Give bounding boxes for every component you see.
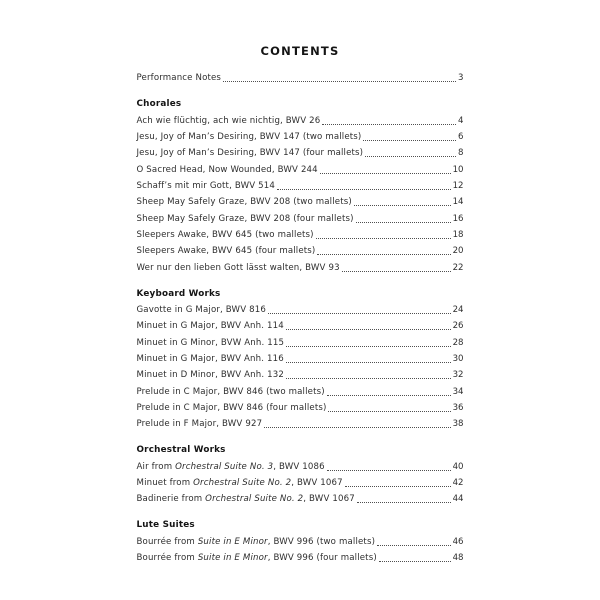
toc-entry-title-segment: , BWV 1086 xyxy=(273,461,325,472)
dot-leader xyxy=(322,124,456,125)
toc-entry xyxy=(137,491,464,507)
toc-entry-title xyxy=(137,321,284,331)
toc-entry-page-number: 32 xyxy=(452,370,464,381)
toc-entry-title-italic-segment: Suite in E Minor xyxy=(197,537,268,548)
toc-entry-title xyxy=(137,165,318,175)
toc-entry-title xyxy=(137,214,354,224)
contents-page xyxy=(0,44,600,600)
toc-entry xyxy=(137,178,464,194)
dot-leader xyxy=(328,411,450,412)
toc-entry-page-number: 38 xyxy=(452,419,464,430)
toc-entry-page-number: 48 xyxy=(452,553,464,564)
toc-entry-title xyxy=(137,354,284,364)
toc-entry xyxy=(137,259,464,275)
dot-leader xyxy=(286,362,451,363)
toc-entry-title-segment: , BWV 996 (four mallets) xyxy=(267,553,377,564)
dot-leader xyxy=(342,271,451,272)
toc-entry-title xyxy=(137,338,285,348)
dot-leader xyxy=(327,395,451,396)
toc-entry xyxy=(137,334,464,350)
toc-entry-title-segment: Jesu, Joy of Man’s Desiring, BWV 147 (four mallets) xyxy=(136,148,364,159)
toc-entry-page-number: 30 xyxy=(452,354,464,365)
toc-entry-title-segment: Prelude in C Major, BWV 846 (four mallets) xyxy=(136,402,327,413)
toc-entry xyxy=(137,227,464,243)
toc-entry xyxy=(137,145,464,161)
dot-leader xyxy=(286,378,451,379)
toc-entry-title-segment: , BWV 1067 xyxy=(291,478,343,489)
toc-entry-title xyxy=(137,478,343,488)
toc-entry xyxy=(137,70,464,86)
toc-entry-title xyxy=(137,419,263,429)
toc-entry-page-number: 4 xyxy=(458,115,464,126)
dot-leader xyxy=(363,140,456,141)
toc-entry-title xyxy=(137,462,325,472)
toc-body xyxy=(137,44,464,566)
toc-entry-page-number: 18 xyxy=(452,229,464,240)
toc-entry-title-italic-segment: Orchestral Suite No. 2 xyxy=(205,494,304,505)
toc-entry xyxy=(137,302,464,318)
toc-entry-page-number: 28 xyxy=(452,337,464,348)
toc-entry-title-segment: Performance Notes xyxy=(136,73,222,84)
toc-entry-title-segment: Prelude in C Major, BWV 846 (two mallets) xyxy=(136,386,325,397)
toc-entry-title xyxy=(137,230,314,240)
toc-entry-title-segment: Minuet from xyxy=(136,478,194,489)
toc-entry xyxy=(137,367,464,383)
toc-entry-title-segment: Sleepers Awake, BWV 645 (two mallets) xyxy=(136,229,314,240)
toc-entry-title xyxy=(137,387,325,397)
toc-entry-title xyxy=(137,132,362,142)
toc-entry-title-italic-segment: Orchestral Suite No. 2 xyxy=(193,478,292,489)
toc-entry-page-number: 36 xyxy=(452,402,464,413)
toc-entry xyxy=(137,383,464,399)
toc-entry-title xyxy=(137,305,266,315)
section-heading-keyboard-works: Keyboard Works xyxy=(136,288,221,299)
toc-entry-title-italic-segment: Orchestral Suite No. 3 xyxy=(175,461,274,472)
toc-entry-title-segment: , BWV 1067 xyxy=(303,494,355,505)
dot-leader xyxy=(379,561,451,562)
dot-leader xyxy=(286,329,451,330)
toc-entry-page-number: 42 xyxy=(452,478,464,489)
toc-entry xyxy=(137,534,464,550)
toc-entry-title-segment: Sleepers Awake, BWV 645 (four mallets) xyxy=(136,246,316,257)
toc-entry-title xyxy=(137,246,316,256)
page-title: CONTENTS xyxy=(260,44,340,58)
dot-leader xyxy=(286,346,450,347)
toc-entry-title xyxy=(137,181,276,191)
toc-entry-title-segment: Schaff’s mit mir Gott, BWV 514 xyxy=(136,181,275,192)
dot-leader xyxy=(317,254,450,255)
dot-leader xyxy=(316,238,451,239)
toc-entry-page-number: 10 xyxy=(452,164,464,175)
toc-entry xyxy=(137,194,464,210)
toc-entry xyxy=(137,318,464,334)
toc-entry-title-segment: Sheep May Safely Graze, BWV 208 (four mallets) xyxy=(136,213,354,224)
toc-entry-page-number: 46 xyxy=(452,537,464,548)
toc-entry-title xyxy=(137,403,327,413)
section-heading-chorales: Chorales xyxy=(136,99,182,110)
toc-entry-page-number: 8 xyxy=(458,148,464,159)
toc-entry-page-number: 3 xyxy=(458,73,464,84)
toc-entry-page-number: 14 xyxy=(452,197,464,208)
toc-entry xyxy=(137,475,464,491)
toc-entry-title-segment: Ach wie flüchtig, ach wie nichtig, BWV 26 xyxy=(136,115,321,126)
toc-sections xyxy=(137,96,464,566)
toc-entry-title-segment: Bourrée from xyxy=(136,553,198,564)
toc-entry-title-italic-segment: Suite in E Minor xyxy=(197,553,268,564)
toc-entry-title-segment: Minuet in D Minor, BWV Anh. 132 xyxy=(136,370,284,381)
toc-entry-title-segment: Minuet in G Major, BWV Anh. 114 xyxy=(136,321,284,332)
toc-entry-page-number: 12 xyxy=(452,181,464,192)
toc-entry xyxy=(137,113,464,129)
toc-entry-title xyxy=(137,263,340,273)
toc-entry-page-number: 20 xyxy=(452,246,464,257)
section-heading-lute-suites: Lute Suites xyxy=(136,520,195,531)
toc-section-orchestral-works xyxy=(137,442,464,507)
dot-leader xyxy=(277,189,451,190)
toc-entry xyxy=(137,129,464,145)
dot-leader xyxy=(345,486,451,487)
dot-leader xyxy=(377,545,450,546)
front-matter-list xyxy=(137,70,464,86)
toc-entry-title-segment: Gavotte in G Major, BWV 816 xyxy=(136,305,266,316)
toc-entry-title-segment: Minuet in G Major, BWV Anh. 116 xyxy=(136,354,284,365)
toc-entry-page-number: 26 xyxy=(452,321,464,332)
toc-entry-title-segment: Jesu, Joy of Man’s Desiring, BWV 147 (two mallets) xyxy=(136,132,362,143)
toc-entry xyxy=(137,459,464,475)
dot-leader xyxy=(223,81,456,82)
dot-leader xyxy=(327,470,451,471)
toc-entry-page-number: 40 xyxy=(452,461,464,472)
toc-entry xyxy=(137,351,464,367)
toc-section-keyboard-works xyxy=(137,286,464,433)
dot-leader xyxy=(357,502,451,503)
toc-entry-title xyxy=(137,116,321,126)
toc-entry xyxy=(137,400,464,416)
toc-entry-title xyxy=(137,553,377,563)
toc-entry-title xyxy=(137,494,355,504)
toc-entry-title-segment: Minuet in G Minor, BVW Anh. 115 xyxy=(136,337,285,348)
toc-entry xyxy=(137,550,464,566)
dot-leader xyxy=(354,205,451,206)
toc-entry-title xyxy=(137,73,222,83)
toc-entry-title xyxy=(137,370,285,380)
toc-entry-page-number: 16 xyxy=(452,213,464,224)
dot-leader xyxy=(320,173,451,174)
toc-entry xyxy=(137,210,464,226)
toc-entry-title-segment: Air from xyxy=(136,461,176,472)
toc-entry-title xyxy=(137,197,352,207)
toc-section-chorales xyxy=(137,96,464,275)
dot-leader xyxy=(264,427,450,428)
dot-leader xyxy=(268,313,451,314)
toc-entry-page-number: 22 xyxy=(452,262,464,273)
toc-entry xyxy=(137,243,464,259)
toc-entry-title-segment: Bourrée from xyxy=(136,537,198,548)
toc-entry-title xyxy=(137,537,376,547)
toc-entry-title-segment: O Sacred Head, Now Wounded, BWV 244 xyxy=(136,164,318,175)
toc-entry-title-segment: Wer nur den lieben Gott lässt walten, BWV 93 xyxy=(136,262,340,273)
dot-leader xyxy=(365,156,456,157)
toc-entry-page-number: 24 xyxy=(452,305,464,316)
toc-entry-page-number: 44 xyxy=(452,494,464,505)
toc-entry-page-number: 34 xyxy=(452,386,464,397)
toc-section-lute-suites xyxy=(137,517,464,566)
toc-entry-title-segment: Prelude in F Major, BWV 927 xyxy=(136,419,263,430)
dot-leader xyxy=(356,222,451,223)
toc-entry-page-number: 6 xyxy=(458,132,464,143)
toc-entry-title-segment: Badinerie from xyxy=(136,494,206,505)
toc-entry-title-segment: , BWV 996 (two mallets) xyxy=(267,537,376,548)
toc-entry-title xyxy=(137,148,364,158)
toc-entry-title-segment: Sheep May Safely Graze, BWV 208 (two mallets) xyxy=(136,197,352,208)
section-heading-orchestral-works: Orchestral Works xyxy=(136,445,226,456)
toc-entry xyxy=(137,161,464,177)
toc-entry xyxy=(137,416,464,432)
